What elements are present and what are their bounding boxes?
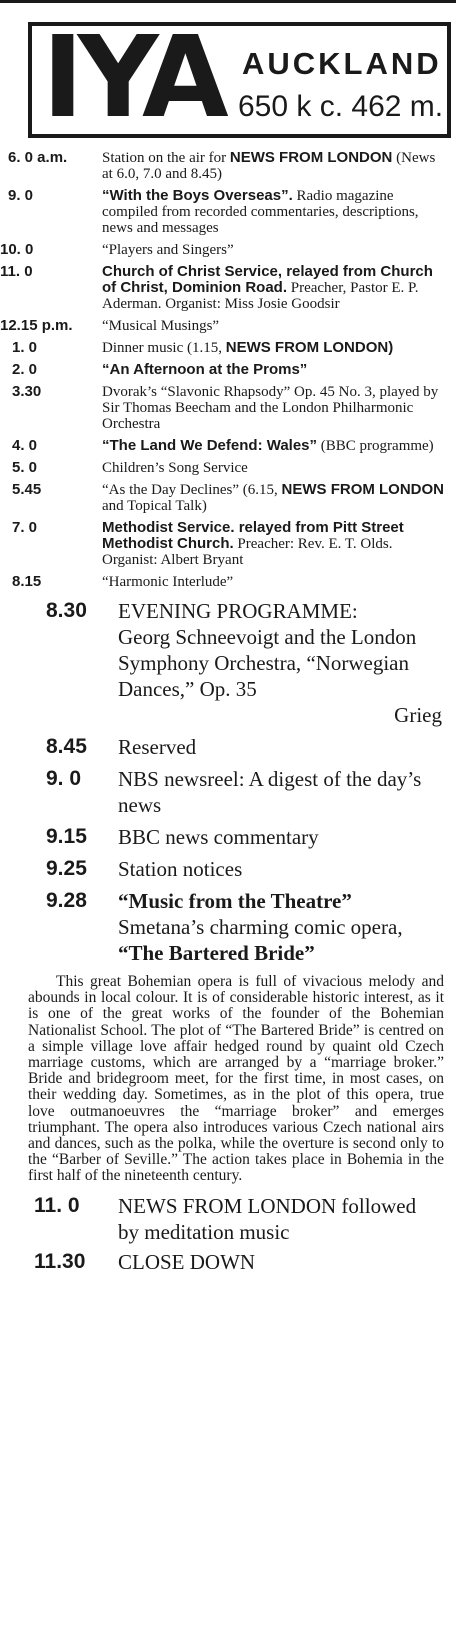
entry-time: 5. 0	[12, 459, 38, 476]
schedule-entry	[0, 264, 456, 312]
entry-text: Station notices	[118, 857, 243, 881]
entry-text: EVENING PROGRAMME: Georg Schneevoigt and the London Symphony Orchestra, “Norwegian Dances,” Op. 35 Grieg	[118, 599, 442, 727]
schedule-entry	[0, 438, 456, 454]
entry-time: 9.25	[46, 857, 87, 880]
evening-entry	[0, 598, 456, 728]
schedule-entry	[0, 362, 456, 378]
entry-time: 1. 0	[12, 339, 38, 356]
entry-text: Station on the air for NEWS FROM LONDON (News at 6.0, 7.0 and 8.45)	[102, 149, 436, 182]
entry-text: “The Land We Defend: Wales” (BBC programme)	[102, 437, 434, 454]
entry-time: 11.30	[34, 1249, 86, 1273]
entry-text: “Musical Musings”	[102, 318, 220, 334]
evening-entry	[0, 734, 456, 760]
schedule-entry	[0, 188, 456, 236]
entry-time: 9. 0	[46, 767, 82, 790]
entry-time: 5.45	[12, 481, 42, 498]
entry-time: 9. 0	[8, 187, 34, 204]
evening-entry	[0, 824, 456, 850]
schedule-entry	[0, 384, 456, 432]
frequency: 650 k c. 462 m.	[238, 90, 444, 123]
entry-text: NEWS FROM LONDON followed by meditation music	[118, 1193, 417, 1244]
schedule-entry	[0, 460, 456, 476]
entry-text: “With the Boys Overseas”. Radio magazine compiled from recorded commentaries, descriptions, news and messages	[102, 187, 419, 236]
entry-text: CLOSE DOWN	[118, 1249, 256, 1274]
schedule-entry	[0, 482, 456, 514]
entry-time: 8.45	[46, 735, 87, 758]
schedule-entry	[0, 318, 456, 334]
entry-text: “As the Day Declines” (6.15, NEWS FROM LONDON and Topical Talk)	[102, 481, 445, 514]
evening-entry	[0, 888, 456, 966]
evening-entry	[0, 1249, 456, 1275]
entry-time: 10. 0	[0, 241, 34, 258]
entry-time: 6. 0 a.m.	[8, 149, 68, 166]
entry-time: 8.30	[46, 599, 87, 622]
schedule-entry	[0, 340, 456, 356]
entry-text: Children’s Song Service	[102, 460, 248, 476]
entry-time: 2. 0	[12, 361, 38, 378]
schedule-entry	[0, 242, 456, 258]
schedule-entry	[0, 574, 456, 590]
schedule	[0, 150, 456, 1275]
entry-text: BBC news commentary	[118, 825, 319, 849]
schedule-entry	[0, 150, 456, 182]
entry-text: Methodist Service. relayed from Pitt Street Methodist Church. Preacher: Rev. E. T. Olds. Organist: Albert Bryant	[102, 519, 404, 568]
entry-time: 12.15 p.m.	[0, 317, 73, 334]
entry-text: “Music from the Theatre” Smetana’s charming comic opera, “The Bartered Bride”	[118, 889, 403, 965]
entry-time: 11. 0	[34, 1193, 80, 1217]
evening-entry	[0, 1193, 456, 1245]
entry-text: Dvorak’s “Slavonic Rhapsody” Op. 45 No. 3, played by Sir Thomas Beecham and the London Philharmonic Orchestra	[102, 384, 439, 432]
top-rule	[0, 0, 456, 3]
entry-text: “An Afternoon at the Proms”	[102, 361, 308, 378]
evening-entry	[0, 766, 456, 818]
entry-text: “Players and Singers”	[102, 242, 234, 258]
entry-text: NBS newsreel: A digest of the day’s news	[118, 767, 422, 817]
entry-time: 9.28	[46, 889, 87, 912]
city-name: AUCKLAND	[242, 46, 442, 81]
entry-text: Reserved	[118, 735, 197, 759]
entry-time: 3.30	[12, 383, 42, 400]
station-header	[28, 13, 451, 143]
schedule-entry	[0, 520, 456, 568]
entry-text: “Harmonic Interlude”	[102, 574, 234, 590]
entry-text: Church of Christ Service, relayed from Church of Christ, Dominion Road. Preacher, Pastor E. P. Aderman. Organist: Miss Josie Goodsir	[102, 263, 433, 312]
entry-time: 4. 0	[12, 437, 38, 454]
entry-time: 8.15	[12, 573, 42, 590]
evening-entry	[0, 856, 456, 882]
entry-time: 7. 0	[12, 519, 38, 536]
entry-time: 9.15	[46, 825, 87, 848]
entry-time: 11. 0	[0, 263, 33, 280]
opera-description: This great Bohemian opera is full of vivacious melody and abounds in local colour. It is of considerable historic interest, as it is one of the great works of the founder of the Bohemian Nationalist School. The plot of “The Bartered Bride” is centred on a simple village love affair hedged round by quaint old Czech marriage customs, which are arranged by a “marriage broker.” Bride and bridegroom meet, for the first time, in most cases, on their wedding day. Sometimes, as in the plot of this opera, true love outmanoeuvres the “marriage broker” and emerges triumphant. The opera also introduces various Czech national airs and dances, such as the polka, while the overture is second only to the “Barber of Seville.” The action takes place in Bohemia in the first half of the nineteenth century.	[28, 973, 444, 1185]
callsign: IYA	[42, 13, 223, 143]
entry-text: Dinner music (1.15, NEWS FROM LONDON)	[102, 339, 394, 356]
